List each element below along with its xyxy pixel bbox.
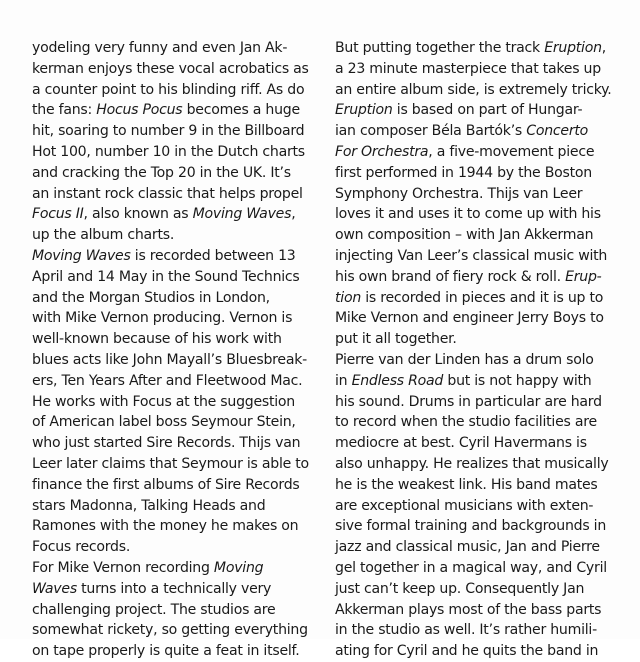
italic-title-text: Moving Waves — [32, 247, 131, 264]
body-text: turns into a technically very — [76, 580, 272, 597]
text-line — [335, 308, 627, 329]
text-line — [32, 516, 324, 537]
text-line — [335, 371, 627, 392]
italic-title-text: Focus II — [32, 206, 84, 223]
body-text: a counter point to his blinding riff. As do — [32, 81, 305, 98]
text-line — [335, 641, 627, 662]
body-text: , also known as — [83, 206, 193, 223]
body-text: Focus records. — [32, 539, 131, 556]
text-line — [32, 558, 324, 579]
body-text: put it all together. — [335, 331, 457, 348]
body-text: stars Madonna, Talking Heads and — [32, 497, 266, 514]
body-text: Pierre van der Linden has a drum solo — [335, 351, 594, 368]
text-line — [32, 163, 324, 184]
body-text: up the album charts. — [32, 227, 175, 244]
text-line — [32, 59, 324, 80]
italic-title-text: Waves — [32, 580, 77, 597]
body-text: Leer later claims that Seymour is able to — [32, 455, 309, 472]
text-line — [335, 38, 627, 59]
italic-title-text: Eruption — [544, 40, 602, 56]
text-line — [335, 288, 627, 309]
body-text: he is the weakest link. His band mates — [335, 476, 598, 493]
italic-title-text: For Orchestra — [335, 143, 429, 160]
text-line — [335, 475, 627, 496]
body-text: finance the first albums of Sire Records — [32, 476, 300, 493]
body-text: ian composer Béla Bartók’s — [335, 123, 527, 140]
body-text: are exceptional musicians with exten- — [335, 497, 594, 514]
italic-title-text: Eruption — [335, 102, 393, 119]
italic-title-text: Endless Road — [351, 372, 444, 389]
text-line — [32, 392, 324, 413]
italic-title-text: Moving — [213, 559, 264, 576]
body-text: is recorded in pieces and it is up to — [361, 289, 604, 306]
text-line — [335, 267, 627, 288]
body-text: blues acts like John Mayall’s Bluesbreak- — [32, 351, 307, 368]
text-line — [32, 350, 324, 371]
body-text: , — [291, 206, 296, 223]
body-text: , a five-movement piece — [428, 143, 595, 160]
body-text: just can’t keep up. Consequently Jan — [335, 580, 585, 597]
body-text: is based on part of Hungar- — [392, 102, 583, 119]
body-text: kerman enjoys these vocal acrobatics as — [32, 60, 309, 77]
text-line — [335, 59, 627, 80]
text-line — [32, 246, 324, 267]
left-text-column — [32, 38, 324, 662]
text-line — [335, 579, 627, 600]
body-text: somewhat rickety, so getting everything — [32, 622, 308, 639]
text-line — [335, 121, 627, 142]
body-text: to record when the studio facilities are — [335, 414, 597, 431]
text-line — [32, 267, 324, 288]
body-text: and cracking the Top 20 in the UK. It’s — [32, 164, 291, 181]
body-text: also unhappy. He realizes that musically — [335, 455, 609, 472]
body-text: of American label boss Seymour Stein, — [32, 414, 296, 431]
body-text: in — [335, 372, 352, 389]
text-line — [32, 38, 324, 59]
body-text: For Mike Vernon recording — [32, 559, 214, 576]
text-line — [335, 246, 627, 267]
text-line — [335, 454, 627, 475]
text-line — [335, 225, 627, 246]
text-line — [32, 288, 324, 309]
body-text: becomes a huge — [182, 102, 300, 119]
body-text: hit, soaring to number 9 in the Billboard — [32, 123, 305, 140]
body-text: and the Morgan Studios in London, — [32, 289, 270, 306]
text-line — [32, 454, 324, 475]
text-line — [32, 600, 324, 621]
text-line — [335, 204, 627, 225]
text-line — [335, 620, 627, 641]
text-line — [335, 496, 627, 517]
body-text: his sound. Drums in particular are hard — [335, 393, 602, 410]
body-text: with Mike Vernon producing. Vernon is — [32, 310, 293, 327]
body-text: is recorded between 13 — [130, 247, 296, 264]
body-text: yodeling very funny and even Jan Ak- — [32, 40, 288, 56]
body-text: who just started Sire Records. Thijs van — [32, 435, 301, 452]
text-line — [32, 142, 324, 163]
body-text: Ramones with the money he makes on — [32, 518, 299, 535]
text-line — [32, 475, 324, 496]
body-text: jazz and classical music, Jan and Pierre — [335, 539, 600, 556]
body-text: own composition – with Jan Akkerman — [335, 227, 594, 244]
body-text: April and 14 May in the Sound Technics — [32, 268, 300, 285]
text-line — [335, 350, 627, 371]
text-line — [32, 579, 324, 600]
text-line — [335, 600, 627, 621]
body-text: sive formal training and backgrounds in — [335, 518, 606, 535]
italic-title-text: Concerto — [526, 123, 589, 140]
body-text: well-known because of his work with — [32, 331, 282, 348]
right-text-column — [335, 38, 627, 662]
body-text: He works with Focus at the suggestion — [32, 393, 295, 410]
text-line — [32, 641, 324, 662]
text-line — [32, 100, 324, 121]
body-text: gel together in a magical way, and Cyril — [335, 559, 607, 576]
body-text: but is not happy with — [443, 372, 592, 389]
text-line — [32, 620, 324, 641]
text-line — [335, 163, 627, 184]
body-text: Akkerman plays most of the bass parts — [335, 601, 602, 618]
body-text: mediocre at best. Cyril Havermans is — [335, 435, 587, 452]
text-line — [335, 80, 627, 101]
text-line — [32, 308, 324, 329]
text-line — [32, 80, 324, 101]
body-text: Mike Vernon and engineer Jerry Boys to — [335, 310, 604, 327]
text-line — [335, 392, 627, 413]
body-text: ers, Ten Years After and Fleetwood Mac. — [32, 372, 303, 389]
italic-title-text: Erup- — [565, 268, 602, 285]
body-text: a 23 minute masterpiece that takes up — [335, 60, 601, 77]
text-line — [32, 371, 324, 392]
body-text: Hot 100, number 10 in the Dutch charts — [32, 143, 305, 160]
text-line — [32, 225, 324, 246]
text-line — [32, 329, 324, 350]
text-line — [335, 433, 627, 454]
text-line — [32, 121, 324, 142]
italic-title-text: Moving Waves — [192, 206, 292, 223]
text-line — [335, 558, 627, 579]
text-line — [32, 496, 324, 517]
body-text: an instant rock classic that helps propel — [32, 185, 303, 202]
body-text: loves it and uses it to come up with his — [335, 206, 601, 223]
body-text: on tape properly is quite a feat in itself. — [32, 643, 300, 660]
body-text: , — [601, 40, 607, 56]
text-line — [32, 433, 324, 454]
body-text: injecting Van Leer’s classical music with — [335, 247, 608, 264]
body-text: in the studio as well. It’s rather humili- — [335, 622, 597, 639]
text-line — [335, 537, 627, 558]
text-line — [32, 184, 324, 205]
body-text: challenging project. The studios are — [32, 601, 276, 618]
italic-title-text: tion — [335, 289, 361, 306]
text-line — [335, 516, 627, 537]
body-text: his own brand of fiery rock & roll. — [335, 268, 566, 285]
text-line — [32, 412, 324, 433]
body-text: the fans: — [32, 102, 97, 119]
text-line — [335, 329, 627, 350]
text-line — [335, 142, 627, 163]
italic-title-text: Hocus Pocus — [96, 102, 183, 119]
text-line — [335, 412, 627, 433]
text-line — [32, 204, 324, 225]
body-text: But putting together the track — [335, 40, 545, 56]
text-line — [335, 100, 627, 121]
text-line — [335, 184, 627, 205]
text-line — [32, 537, 324, 558]
body-text: first performed in 1944 by the Boston — [335, 164, 592, 181]
body-text: an entire album side, is extremely tricky. — [335, 81, 612, 98]
body-text: ating for Cyril and he quits the band in — [335, 643, 599, 660]
body-text: Symphony Orchestra. Thijs van Leer — [335, 185, 583, 202]
